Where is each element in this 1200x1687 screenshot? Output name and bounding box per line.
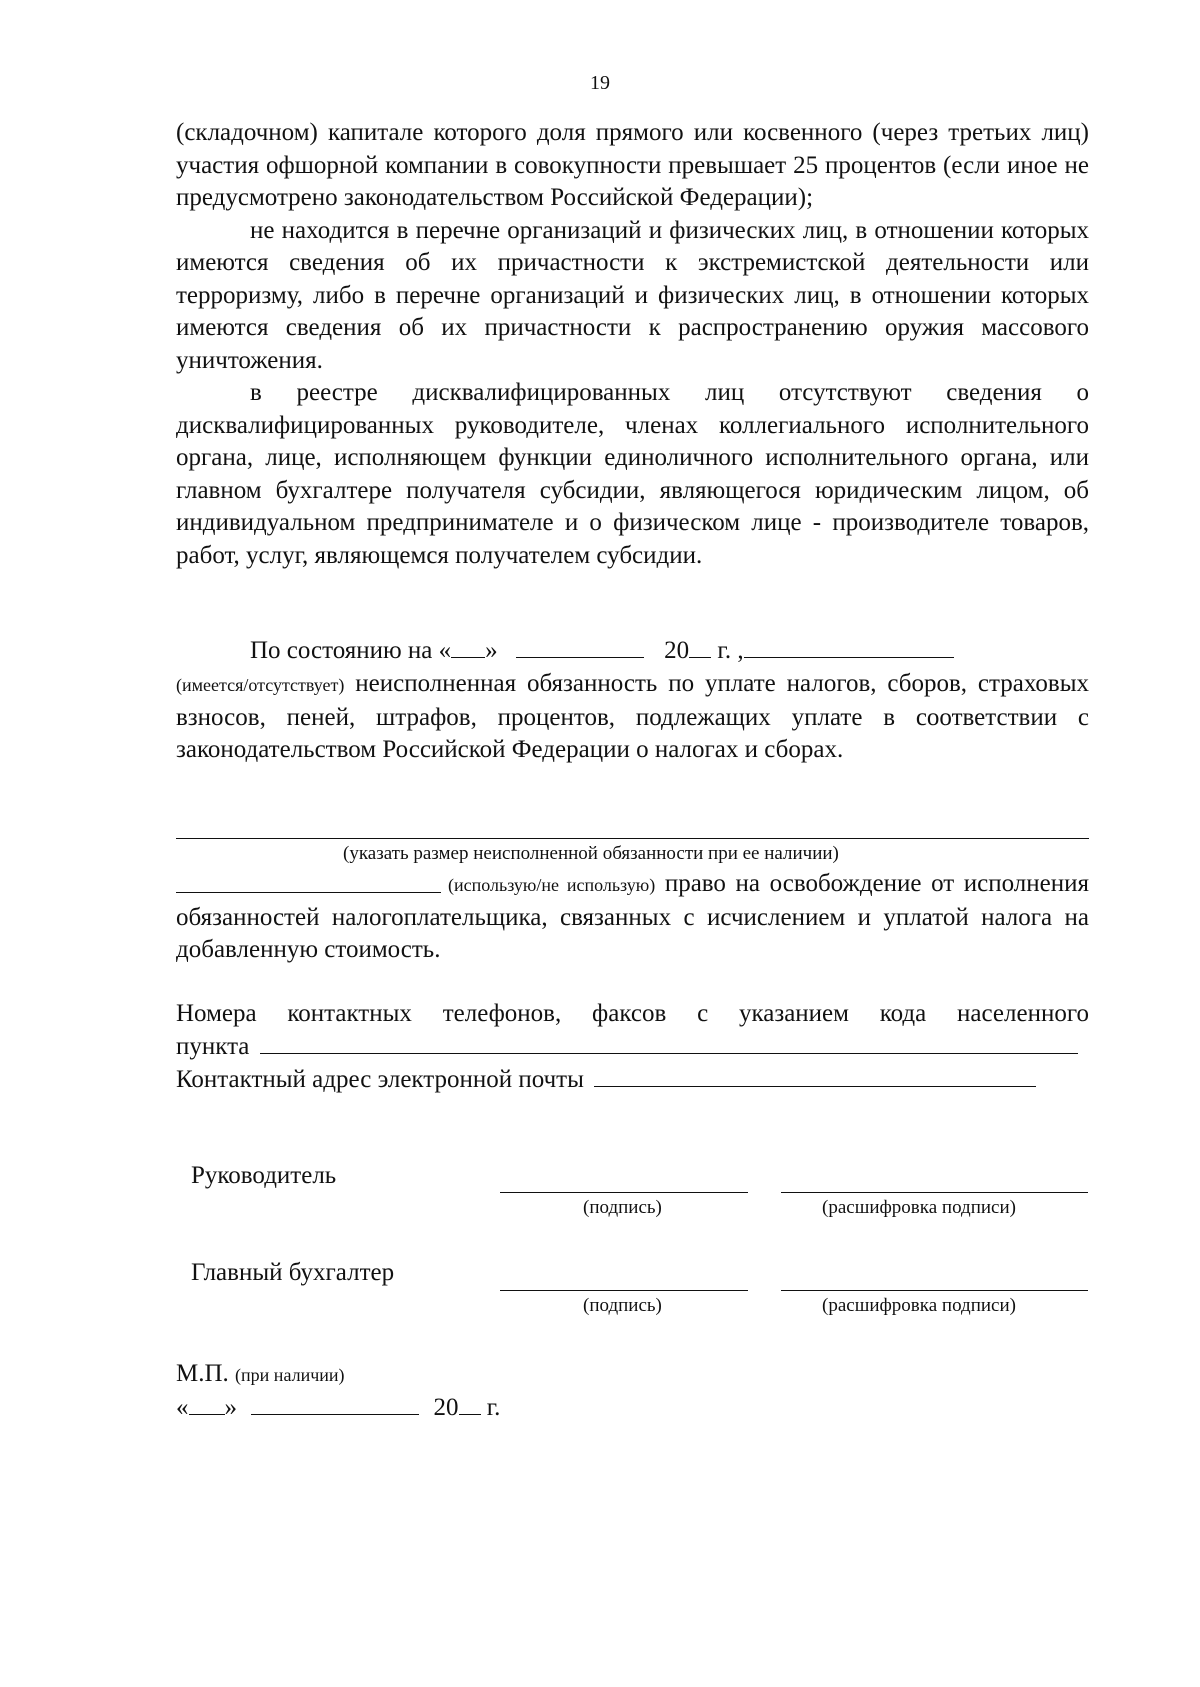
- year-field[interactable]: [689, 635, 711, 658]
- head-signature-field[interactable]: [500, 1192, 748, 1193]
- accountant-signature-caption: (подпись): [583, 1295, 662, 1316]
- status-date-close-quote: »: [485, 637, 498, 664]
- paragraph-capital: (складочном) капитале которого доля прямого или косвенного (через третьих лиц) участия офшорной компании в совокупности превышает 25 процентов (если иное не предусмотрено законодательством Российской Федерации);: [176, 119, 1089, 211]
- page-number: 19: [590, 72, 610, 94]
- tax-obligation-paragraph: [176, 668, 1089, 767]
- accountant-signature-field[interactable]: [500, 1290, 748, 1291]
- bottom-month-field[interactable]: [251, 1392, 419, 1415]
- bottom-date-open-quote: «: [176, 1394, 189, 1421]
- conditions-text: [176, 117, 1089, 572]
- head-signature-decode-field[interactable]: [781, 1192, 1088, 1193]
- vat-paragraph: [176, 868, 1089, 967]
- contact-email-label: Контактный адрес электронной почты: [176, 1066, 584, 1093]
- month-field[interactable]: [516, 635, 644, 658]
- vat-hint: (использую/не использую): [448, 875, 656, 895]
- status-year-prefix: 20: [664, 637, 690, 664]
- bottom-year-suffix: г.: [486, 1394, 501, 1421]
- email-field[interactable]: [594, 1064, 1036, 1087]
- tax-obligation-block: [176, 668, 1089, 767]
- phone-field[interactable]: [260, 1031, 1078, 1054]
- paragraph-extremism-list: не находится в перечне организаций и физических лиц, в отношении которых имеются сведения об их причастности к экстремистской деятельности или терроризму, либо в перечне организаций и физических лиц, в отношении которых имеются сведения об их причастности к распространению оружия массового уничтожения.: [176, 216, 1089, 374]
- contact-phones-label-end: пункта: [176, 1033, 250, 1060]
- bottom-date-line: [176, 1392, 1089, 1425]
- signature-role-head: Руководитель: [191, 1162, 337, 1189]
- tax-obligation-text: неисполненная обязанность по уплате налогов, сборов, страховых взносов, пеней, штрафов, процентов, подлежащих уплате в соответствии с законодательством Российской Федерации о налогах и сборах.: [176, 670, 1089, 763]
- contact-phones-block: [176, 998, 1089, 1031]
- paragraph-disqualified-registry: в реестре дисквалифицированных лиц отсутствуют сведения о дисквалифицированных руководителе, членах коллегиального исполнительного органа, лице, исполняющем функции единоличного исполнительного органа, или главном бухгалтере получателя субсидии, являющегося юридическим лицом, об индивидуальном предпринимателе и о физическом лице - производителе товаров, работ, услуг, являющемся получателем субсидии.: [176, 379, 1089, 569]
- stamp-label: М.П.: [176, 1360, 229, 1387]
- head-signature-caption: (подпись): [583, 1197, 662, 1218]
- signature-role-accountant: Главный бухгалтер: [191, 1259, 395, 1286]
- accountant-signature-decode-field[interactable]: [781, 1290, 1088, 1291]
- status-date-line: [176, 635, 1089, 668]
- contact-email-line: [176, 1064, 1089, 1097]
- vat-block: [176, 868, 1089, 967]
- contact-phones-label: Номера контактных телефонов, факсов с указанием кода населенного: [176, 1000, 1089, 1027]
- status-field[interactable]: [744, 635, 954, 658]
- bottom-date-close-quote: »: [224, 1394, 237, 1421]
- bottom-year-field[interactable]: [459, 1392, 481, 1415]
- status-date-prefix: По состоянию на «: [250, 637, 452, 664]
- bottom-day-field[interactable]: [189, 1392, 225, 1415]
- day-field[interactable]: [451, 635, 485, 658]
- tax-obligation-hint: (имеется/отсутствует): [176, 675, 345, 695]
- obligation-amount-field[interactable]: [176, 838, 1089, 839]
- obligation-caption: (указать размер неисполненной обязанности при ее наличии): [343, 843, 839, 864]
- vat-text: право на освобождение от исполнения обязанностей налогоплательщика, связанных с исчислением и уплатой налога на добавленную стоимость.: [176, 870, 1089, 963]
- stamp-line: [176, 1358, 1089, 1392]
- stamp-hint: (при наличии): [235, 1365, 345, 1385]
- status-year-suffix: г. ,: [717, 637, 744, 664]
- bottom-year-prefix: 20: [433, 1394, 459, 1421]
- accountant-decode-caption: (расшифровка подписи): [822, 1295, 1016, 1316]
- head-decode-caption: (расшифровка подписи): [822, 1197, 1016, 1218]
- contact-phones-line: [176, 1031, 1089, 1064]
